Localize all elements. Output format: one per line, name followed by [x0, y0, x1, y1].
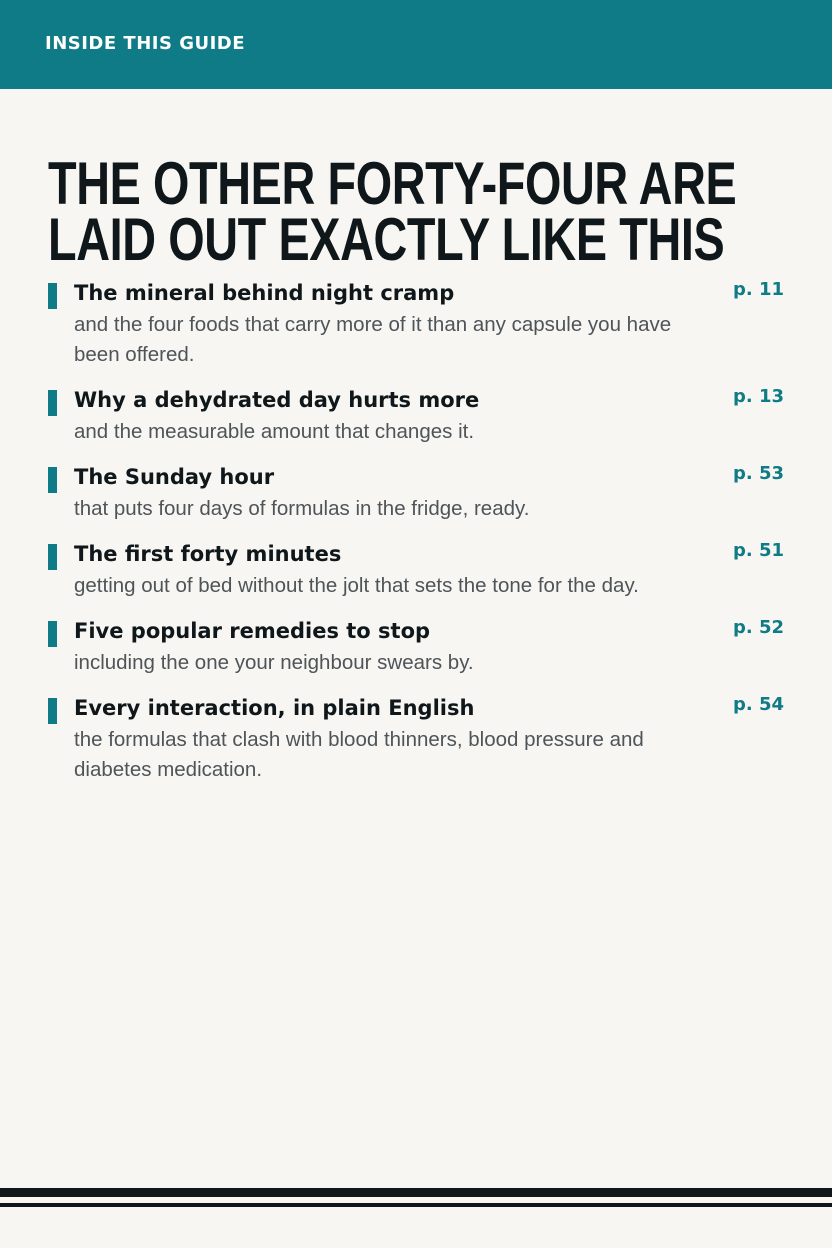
- entry-marker: [48, 283, 57, 309]
- entry-marker: [48, 621, 57, 647]
- entry-description: and the measurable amount that changes it.: [74, 420, 475, 443]
- entry-page-number: p. 11: [732, 279, 784, 300]
- entry-title: The Sunday hour: [74, 465, 275, 489]
- entry-description: and the four foods that carry more of it than any capsule you have been offered.: [74, 313, 672, 366]
- footer-rule-thick: [0, 1188, 832, 1197]
- toc-entry[interactable]: [48, 619, 788, 678]
- page-headline: THE OTHER FORTY-FOUR ARE LAID OUT EXACTLY LIKE THIS: [48, 150, 737, 273]
- section-label: INSIDE THIS GUIDE: [45, 33, 246, 54]
- entry-title: The mineral behind night cramp: [74, 281, 455, 305]
- entry-marker: [48, 698, 57, 724]
- entry-page-number: p. 13: [732, 386, 784, 407]
- entry-page-number: p. 53: [732, 463, 784, 484]
- toc-entry[interactable]: [48, 465, 788, 524]
- entry-page-number: p. 52: [732, 617, 784, 638]
- entry-title: The first forty minutes: [74, 542, 342, 566]
- entry-description: the formulas that clash with blood thinners, blood pressure and diabetes medication.: [74, 728, 644, 781]
- toc-entry[interactable]: [48, 388, 788, 447]
- entry-description: including the one your neighbour swears by.: [74, 651, 474, 674]
- entry-title: Why a dehydrated day hurts more: [74, 388, 480, 412]
- entry-marker: [48, 544, 57, 570]
- entry-page-number: p. 54: [732, 694, 784, 715]
- entry-marker: [48, 467, 57, 493]
- entry-title: Every interaction, in plain English: [74, 696, 475, 720]
- toc-entry[interactable]: [48, 542, 788, 601]
- entry-page-number: p. 51: [732, 540, 784, 561]
- toc-entry[interactable]: [48, 281, 788, 370]
- table-of-contents: [48, 281, 788, 803]
- entry-description: getting out of bed without the jolt that sets the tone for the day.: [74, 574, 639, 597]
- entry-description: that puts four days of formulas in the fridge, ready.: [74, 497, 530, 520]
- entry-marker: [48, 390, 57, 416]
- toc-entry[interactable]: [48, 696, 788, 785]
- header-bar: [0, 0, 832, 89]
- footer-rule-thin: [0, 1203, 832, 1207]
- entry-title: Five popular remedies to stop: [74, 619, 431, 643]
